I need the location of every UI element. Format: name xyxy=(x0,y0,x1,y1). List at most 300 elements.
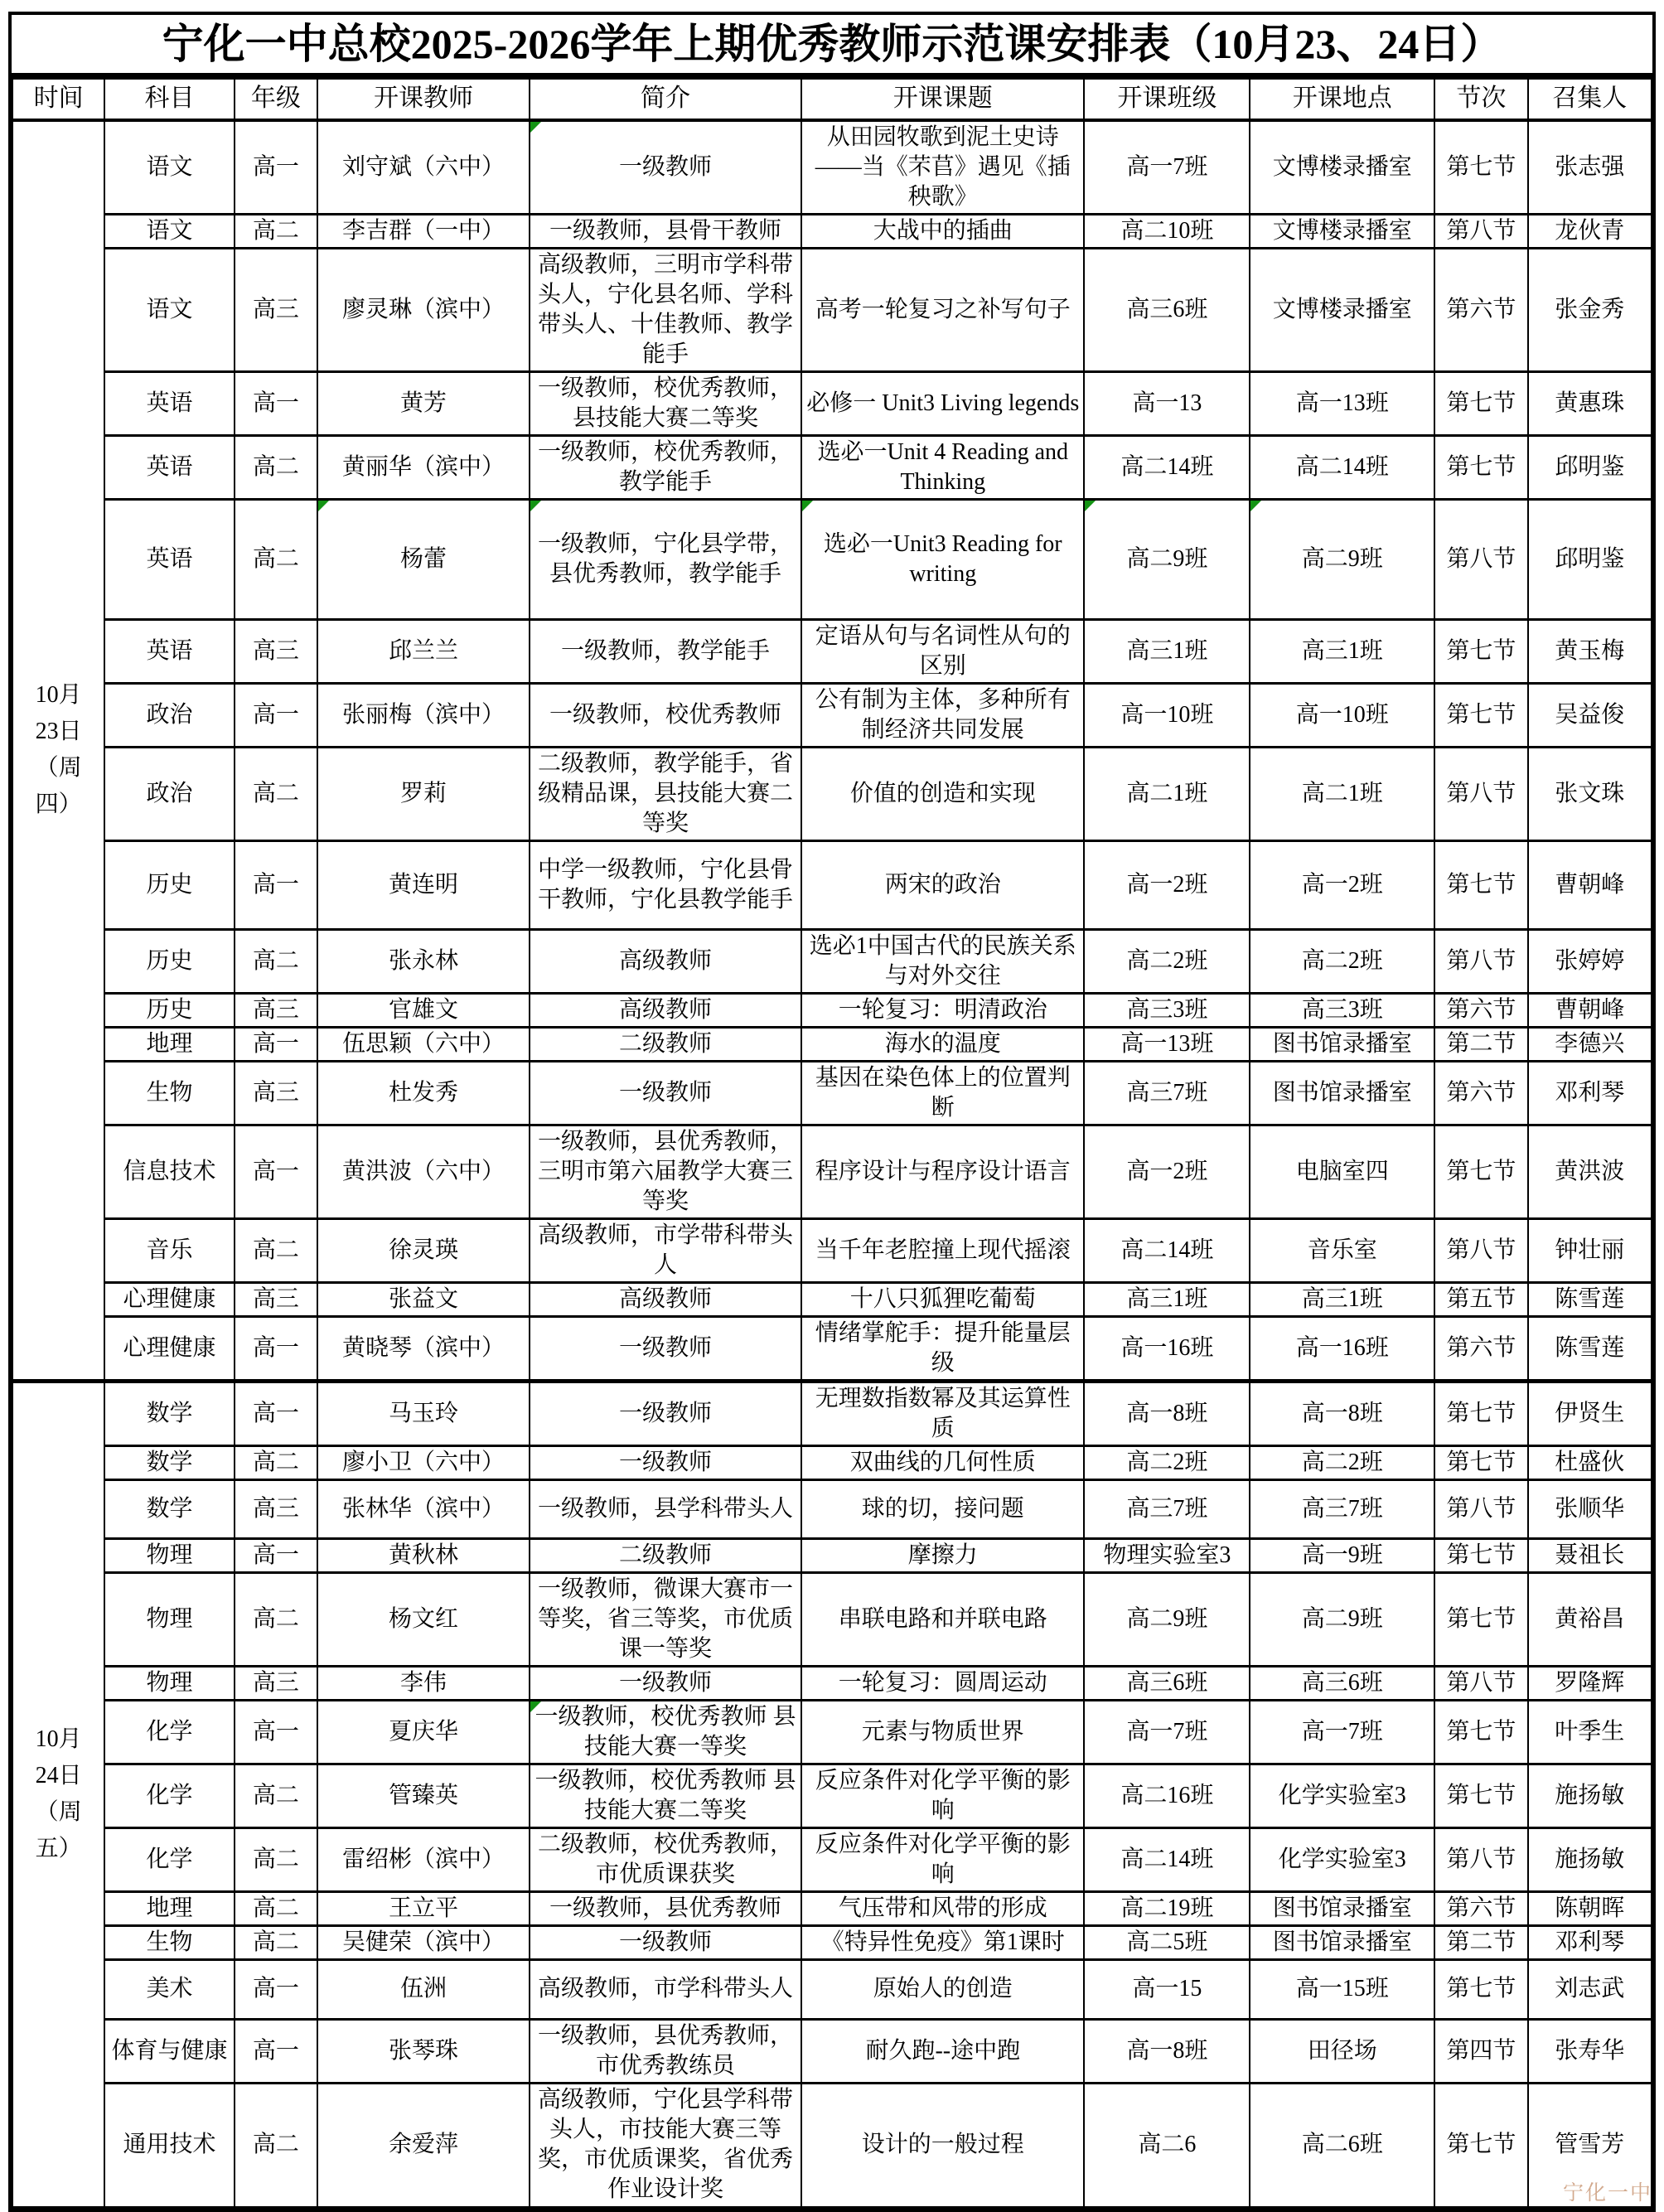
cell-subject: 语文 xyxy=(104,120,234,215)
cell-topic: 气压带和风带的形成 xyxy=(801,1891,1084,1925)
cell-convener: 施扬敏 xyxy=(1528,1764,1652,1827)
cell-grade: 高一 xyxy=(235,120,317,215)
cell-period: 第七节 xyxy=(1434,371,1527,435)
cell-teacher: 廖小卫（六中） xyxy=(317,1445,530,1479)
column-header-class: 开课班级 xyxy=(1084,79,1250,120)
time-cell: 10月24日（周五） xyxy=(12,1381,104,2207)
cell-teacher: 李吉群（一中） xyxy=(317,214,530,248)
table-row xyxy=(12,1925,1652,1959)
cell-intro: 高级教师，市学科带头人 xyxy=(530,1959,801,2019)
cell-convener: 黄裕昌 xyxy=(1528,1572,1652,1666)
table-row xyxy=(12,683,1652,747)
cell-location: 文博楼录播室 xyxy=(1250,214,1434,248)
cell-location: 高三7班 xyxy=(1250,1479,1434,1538)
cell-period: 第八节 xyxy=(1434,747,1527,840)
cell-grade: 高三 xyxy=(235,993,317,1027)
cell-convener: 陈雪莲 xyxy=(1528,1316,1652,1381)
cell-subject: 历史 xyxy=(104,929,234,993)
cell-intro: 一级教师，校优秀教师，县技能大赛二等奖 xyxy=(530,371,801,435)
cell-subject: 数学 xyxy=(104,1479,234,1538)
cell-topic: 海水的温度 xyxy=(801,1027,1084,1061)
cell-topic: 必修一 Unit3 Living legends xyxy=(801,371,1084,435)
cell-subject: 化学 xyxy=(104,1827,234,1891)
cell-grade: 高三 xyxy=(235,1061,317,1125)
cell-subject: 地理 xyxy=(104,1027,234,1061)
cell-teacher: 张林华（滨中） xyxy=(317,1479,530,1538)
cell-subject: 化学 xyxy=(104,1700,234,1764)
cell-location: 音乐室 xyxy=(1250,1218,1434,1282)
cell-grade: 高一 xyxy=(235,371,317,435)
cell-subject: 音乐 xyxy=(104,1218,234,1282)
table-body xyxy=(12,120,1652,2208)
cell-class: 高一10班 xyxy=(1084,683,1250,747)
cell-location: 高二9班 xyxy=(1250,499,1434,619)
cell-intro: 一级教师，教学能手 xyxy=(530,619,801,683)
table-row xyxy=(12,840,1652,929)
cell-topic: 一轮复习：明清政治 xyxy=(801,993,1084,1027)
cell-grade: 高一 xyxy=(235,683,317,747)
table-row xyxy=(12,1282,1652,1316)
cell-period: 第七节 xyxy=(1434,2083,1527,2207)
cell-subject: 信息技术 xyxy=(104,1125,234,1218)
cell-grade: 高二 xyxy=(235,1764,317,1827)
cell-intro: 一级教师，县学科带头人 xyxy=(530,1479,801,1538)
cell-period: 第七节 xyxy=(1434,435,1527,499)
cell-teacher: 王立平 xyxy=(317,1891,530,1925)
cell-convener: 吴益俊 xyxy=(1528,683,1652,747)
cell-teacher: 黄连明 xyxy=(317,840,530,929)
table-row xyxy=(12,1381,1652,1445)
cell-class: 高二5班 xyxy=(1084,1925,1250,1959)
cell-topic: 反应条件对化学平衡的影响 xyxy=(801,1827,1084,1891)
cell-grade: 高二 xyxy=(235,1891,317,1925)
table-row xyxy=(12,499,1652,619)
cell-period: 第八节 xyxy=(1434,214,1527,248)
cell-intro: 一级教师 xyxy=(530,1445,801,1479)
cell-topic: 程序设计与程序设计语言 xyxy=(801,1125,1084,1218)
cell-topic: 选必一Unit 4 Reading and Thinking xyxy=(801,435,1084,499)
cell-class: 高一8班 xyxy=(1084,2019,1250,2083)
cell-location: 高二14班 xyxy=(1250,435,1434,499)
table-row xyxy=(12,1572,1652,1666)
cell-subject: 体育与健康 xyxy=(104,2019,234,2083)
table-row xyxy=(12,1827,1652,1891)
cell-intro: 中学一级教师，宁化县骨干教师，宁化县教学能手 xyxy=(530,840,801,929)
table-row xyxy=(12,214,1652,248)
cell-convener: 张寿华 xyxy=(1528,2019,1652,2083)
table-row xyxy=(12,1666,1652,1700)
cell-subject: 英语 xyxy=(104,435,234,499)
cell-class: 高三7班 xyxy=(1084,1061,1250,1125)
table-row xyxy=(12,1445,1652,1479)
cell-intro: 一级教师，县优秀教师，市优秀教练员 xyxy=(530,2019,801,2083)
cell-intro: 二级教师，校优秀教师，市优质课获奖 xyxy=(530,1827,801,1891)
cell-period: 第八节 xyxy=(1434,1827,1527,1891)
cell-teacher: 吴健荣（滨中） xyxy=(317,1925,530,1959)
cell-period: 第八节 xyxy=(1434,1218,1527,1282)
cell-teacher: 伍洲 xyxy=(317,1959,530,2019)
cell-period: 第八节 xyxy=(1434,499,1527,619)
cell-teacher: 雷绍彬（滨中） xyxy=(317,1827,530,1891)
cell-class: 高一7班 xyxy=(1084,120,1250,215)
cell-intro: 一级教师，县骨干教师 xyxy=(530,214,801,248)
cell-location: 高二2班 xyxy=(1250,929,1434,993)
cell-class: 高三1班 xyxy=(1084,1282,1250,1316)
cell-intro: 一级教师，县优秀教师，三明市第六届教学大赛三等奖 xyxy=(530,1125,801,1218)
cell-intro: 一级教师，校优秀教师，教学能手 xyxy=(530,435,801,499)
cell-topic: 两宋的政治 xyxy=(801,840,1084,929)
table-row xyxy=(12,1959,1652,2019)
schedule-table xyxy=(12,77,1652,2209)
cell-location: 文博楼录播室 xyxy=(1250,120,1434,215)
column-header-location: 开课地点 xyxy=(1250,79,1434,120)
cell-intro: 一级教师，校优秀教师 县技能大赛一等奖 xyxy=(530,1700,801,1764)
cell-teacher: 徐灵瑛 xyxy=(317,1218,530,1282)
table-row xyxy=(12,1125,1652,1218)
cell-teacher: 刘守斌（六中） xyxy=(317,120,530,215)
cell-class: 高一15 xyxy=(1084,1959,1250,2019)
cell-grade: 高二 xyxy=(235,1572,317,1666)
cell-location: 文博楼录播室 xyxy=(1250,248,1434,371)
cell-class: 高一8班 xyxy=(1084,1381,1250,1445)
cell-convener: 李德兴 xyxy=(1528,1027,1652,1061)
cell-subject: 语文 xyxy=(104,248,234,371)
table-row xyxy=(12,929,1652,993)
cell-period: 第七节 xyxy=(1434,1959,1527,2019)
column-header-period: 节次 xyxy=(1434,79,1527,120)
cell-location: 高一13班 xyxy=(1250,371,1434,435)
cell-topic: 双曲线的几何性质 xyxy=(801,1445,1084,1479)
cell-convener: 邱明鉴 xyxy=(1528,435,1652,499)
cell-period: 第七节 xyxy=(1434,1700,1527,1764)
cell-teacher: 杨文红 xyxy=(317,1572,530,1666)
cell-convener: 曹朝峰 xyxy=(1528,840,1652,929)
cell-teacher: 张琴珠 xyxy=(317,2019,530,2083)
cell-class: 高二14班 xyxy=(1084,1827,1250,1891)
cell-class: 高三7班 xyxy=(1084,1479,1250,1538)
cell-period: 第二节 xyxy=(1434,1925,1527,1959)
column-header-time: 时间 xyxy=(12,79,104,120)
cell-teacher: 黄秋林 xyxy=(317,1538,530,1572)
cell-convener: 刘志武 xyxy=(1528,1959,1652,2019)
cell-intro: 一级教师，县优秀教师 xyxy=(530,1891,801,1925)
cell-period: 第七节 xyxy=(1434,1125,1527,1218)
cell-convener: 张顺华 xyxy=(1528,1479,1652,1538)
cell-intro: 二级教师 xyxy=(530,1027,801,1061)
cell-period: 第六节 xyxy=(1434,1061,1527,1125)
cell-grade: 高二 xyxy=(235,1218,317,1282)
cell-location: 高三1班 xyxy=(1250,619,1434,683)
cell-teacher: 李伟 xyxy=(317,1666,530,1700)
cell-teacher: 马玉玲 xyxy=(317,1381,530,1445)
table-row xyxy=(12,1027,1652,1061)
cell-teacher: 管臻英 xyxy=(317,1764,530,1827)
cell-convener: 张婷婷 xyxy=(1528,929,1652,993)
cell-intro: 一级教师，校优秀教师 县技能大赛二等奖 xyxy=(530,1764,801,1827)
cell-location: 高一16班 xyxy=(1250,1316,1434,1381)
cell-class: 高二2班 xyxy=(1084,1445,1250,1479)
cell-grade: 高一 xyxy=(235,1700,317,1764)
cell-intro: 一级教师，微课大赛市一等奖，省三等奖，市优质课一等奖 xyxy=(530,1572,801,1666)
cell-convener: 伊贤生 xyxy=(1528,1381,1652,1445)
cell-teacher: 黄丽华（滨中） xyxy=(317,435,530,499)
cell-class: 高二14班 xyxy=(1084,435,1250,499)
cell-subject: 数学 xyxy=(104,1445,234,1479)
cell-intro: 高级教师 xyxy=(530,929,801,993)
cell-grade: 高二 xyxy=(235,499,317,619)
cell-period: 第六节 xyxy=(1434,993,1527,1027)
table-row xyxy=(12,1538,1652,1572)
cell-subject: 英语 xyxy=(104,619,234,683)
cell-teacher: 杨蕾 xyxy=(317,499,530,619)
cell-teacher: 张丽梅（滨中） xyxy=(317,683,530,747)
cell-class: 高二14班 xyxy=(1084,1218,1250,1282)
cell-period: 第七节 xyxy=(1434,619,1527,683)
cell-convener: 叶季生 xyxy=(1528,1700,1652,1764)
column-header-subject: 科目 xyxy=(104,79,234,120)
cell-topic: 定语从句与名词性从句的区别 xyxy=(801,619,1084,683)
cell-topic: 耐久跑--途中跑 xyxy=(801,2019,1084,2083)
cell-convener: 邓利琴 xyxy=(1528,1925,1652,1959)
cell-subject: 物理 xyxy=(104,1538,234,1572)
cell-subject: 历史 xyxy=(104,840,234,929)
cell-grade: 高三 xyxy=(235,1479,317,1538)
cell-grade: 高一 xyxy=(235,840,317,929)
table-row xyxy=(12,993,1652,1027)
cell-topic: 选必一Unit3 Reading for writing xyxy=(801,499,1084,619)
cell-grade: 高二 xyxy=(235,1827,317,1891)
cell-convener: 施扬敏 xyxy=(1528,1827,1652,1891)
cell-grade: 高三 xyxy=(235,619,317,683)
cell-teacher: 张益文 xyxy=(317,1282,530,1316)
cell-grade: 高一 xyxy=(235,2019,317,2083)
table-row xyxy=(12,435,1652,499)
cell-class: 高一13班 xyxy=(1084,1027,1250,1061)
cell-period: 第七节 xyxy=(1434,840,1527,929)
cell-period: 第八节 xyxy=(1434,1666,1527,1700)
cell-convener: 邓利琴 xyxy=(1528,1061,1652,1125)
cell-subject: 英语 xyxy=(104,499,234,619)
cell-class: 物理实验室3 xyxy=(1084,1538,1250,1572)
cell-period: 第七节 xyxy=(1434,1764,1527,1827)
table-row xyxy=(12,248,1652,371)
cell-intro: 一级教师 xyxy=(530,1316,801,1381)
cell-location: 田径场 xyxy=(1250,2019,1434,2083)
cell-period: 第七节 xyxy=(1434,683,1527,747)
cell-period: 第四节 xyxy=(1434,2019,1527,2083)
cell-intro: 二级教师 xyxy=(530,1538,801,1572)
cell-grade: 高二 xyxy=(235,2083,317,2207)
table-row xyxy=(12,1316,1652,1381)
cell-intro: 一级教师 xyxy=(530,1666,801,1700)
cell-teacher: 杜发秀 xyxy=(317,1061,530,1125)
cell-intro: 高级教师，市学带科带头人 xyxy=(530,1218,801,1282)
cell-location: 高二1班 xyxy=(1250,747,1434,840)
cell-location: 高一2班 xyxy=(1250,840,1434,929)
table-row xyxy=(12,1479,1652,1538)
cell-convener: 陈雪莲 xyxy=(1528,1282,1652,1316)
cell-grade: 高二 xyxy=(235,747,317,840)
cell-teacher: 余爱萍 xyxy=(317,2083,530,2207)
cell-convener: 管雪芳 xyxy=(1528,2083,1652,2207)
cell-topic: 高考一轮复习之补写句子 xyxy=(801,248,1084,371)
cell-location: 高一8班 xyxy=(1250,1381,1434,1445)
time-cell: 10月23日（周四） xyxy=(12,120,104,1382)
cell-class: 高二2班 xyxy=(1084,929,1250,993)
cell-period: 第二节 xyxy=(1434,1027,1527,1061)
cell-location: 电脑室四 xyxy=(1250,1125,1434,1218)
cell-subject: 生物 xyxy=(104,1061,234,1125)
cell-grade: 高二 xyxy=(235,1925,317,1959)
cell-subject: 物理 xyxy=(104,1666,234,1700)
cell-convener: 黄洪波 xyxy=(1528,1125,1652,1218)
cell-topic: 元素与物质世界 xyxy=(801,1700,1084,1764)
cell-grade: 高二 xyxy=(235,1445,317,1479)
cell-grade: 高一 xyxy=(235,1125,317,1218)
cell-teacher: 黄晓琴（滨中） xyxy=(317,1316,530,1381)
cell-teacher: 张永林 xyxy=(317,929,530,993)
cell-period: 第五节 xyxy=(1434,1282,1527,1316)
cell-convener: 陈朝晖 xyxy=(1528,1891,1652,1925)
cell-grade: 高二 xyxy=(235,214,317,248)
cell-topic: 球的切，接问题 xyxy=(801,1479,1084,1538)
cell-subject: 通用技术 xyxy=(104,2083,234,2207)
table-row xyxy=(12,2019,1652,2083)
table-header xyxy=(12,79,1652,120)
cell-subject: 数学 xyxy=(104,1381,234,1445)
header-row xyxy=(12,79,1652,120)
table-row xyxy=(12,371,1652,435)
cell-teacher: 伍思颖（六中） xyxy=(317,1027,530,1061)
cell-grade: 高一 xyxy=(235,1027,317,1061)
cell-period: 第七节 xyxy=(1434,1381,1527,1445)
cell-topic: 选必1中国古代的民族关系与对外交往 xyxy=(801,929,1084,993)
cell-topic: 价值的创造和实现 xyxy=(801,747,1084,840)
cell-convener: 黄玉梅 xyxy=(1528,619,1652,683)
cell-class: 高二19班 xyxy=(1084,1891,1250,1925)
cell-teacher: 罗莉 xyxy=(317,747,530,840)
cell-subject: 历史 xyxy=(104,993,234,1027)
cell-topic: 串联电路和并联电路 xyxy=(801,1572,1084,1666)
cell-topic: 一轮复习：圆周运动 xyxy=(801,1666,1084,1700)
cell-class: 高一7班 xyxy=(1084,1700,1250,1764)
column-header-intro: 简介 xyxy=(530,79,801,120)
cell-teacher: 黄洪波（六中） xyxy=(317,1125,530,1218)
cell-topic: 设计的一般过程 xyxy=(801,2083,1084,2207)
cell-period: 第六节 xyxy=(1434,248,1527,371)
cell-intro: 一级教师，宁化县学带，县优秀教师，教学能手 xyxy=(530,499,801,619)
cell-intro: 高级教师，三明市学科带头人，宁化县名师、学科带头人、十佳教师、教学能手 xyxy=(530,248,801,371)
cell-convener: 曹朝峰 xyxy=(1528,993,1652,1027)
cell-subject: 英语 xyxy=(104,371,234,435)
cell-grade: 高三 xyxy=(235,248,317,371)
cell-location: 高二6班 xyxy=(1250,2083,1434,2207)
cell-class: 高三3班 xyxy=(1084,993,1250,1027)
cell-period: 第七节 xyxy=(1434,1572,1527,1666)
cell-class: 高一13 xyxy=(1084,371,1250,435)
cell-topic: 反应条件对化学平衡的影响 xyxy=(801,1764,1084,1827)
table-row xyxy=(12,619,1652,683)
cell-topic: 原始人的创造 xyxy=(801,1959,1084,2019)
cell-grade: 高三 xyxy=(235,1282,317,1316)
cell-period: 第六节 xyxy=(1434,1891,1527,1925)
cell-location: 化学实验室3 xyxy=(1250,1764,1434,1827)
cell-topic: 大战中的插曲 xyxy=(801,214,1084,248)
cell-period: 第七节 xyxy=(1434,1445,1527,1479)
cell-class: 高二1班 xyxy=(1084,747,1250,840)
cell-convener: 张金秀 xyxy=(1528,248,1652,371)
cell-grade: 高一 xyxy=(235,1381,317,1445)
cell-teacher: 黄芳 xyxy=(317,371,530,435)
cell-grade: 高二 xyxy=(235,435,317,499)
cell-class: 高二10班 xyxy=(1084,214,1250,248)
cell-convener: 聂祖长 xyxy=(1528,1538,1652,1572)
cell-class: 高二6 xyxy=(1084,2083,1250,2207)
cell-class: 高一2班 xyxy=(1084,840,1250,929)
table-row xyxy=(12,2083,1652,2207)
cell-class: 高三6班 xyxy=(1084,1666,1250,1700)
table-row xyxy=(12,1061,1652,1125)
column-header-grade: 年级 xyxy=(235,79,317,120)
cell-location: 高三3班 xyxy=(1250,993,1434,1027)
cell-period: 第七节 xyxy=(1434,1538,1527,1572)
cell-class: 高二9班 xyxy=(1084,499,1250,619)
table-row xyxy=(12,747,1652,840)
cell-teacher: 夏庆华 xyxy=(317,1700,530,1764)
cell-location: 高三1班 xyxy=(1250,1282,1434,1316)
cell-topic: 公有制为主体，多种所有制经济共同发展 xyxy=(801,683,1084,747)
cell-period: 第六节 xyxy=(1434,1316,1527,1381)
cell-topic: 《特异性免疫》第1课时 xyxy=(801,1925,1084,1959)
cell-subject: 生物 xyxy=(104,1925,234,1959)
table-row xyxy=(12,1700,1652,1764)
cell-location: 图书馆录播室 xyxy=(1250,1027,1434,1061)
cell-subject: 语文 xyxy=(104,214,234,248)
cell-convener: 黄惠珠 xyxy=(1528,371,1652,435)
cell-class: 高二9班 xyxy=(1084,1572,1250,1666)
cell-period: 第八节 xyxy=(1434,1479,1527,1538)
cell-location: 高一10班 xyxy=(1250,683,1434,747)
cell-location: 化学实验室3 xyxy=(1250,1827,1434,1891)
cell-subject: 物理 xyxy=(104,1572,234,1666)
cell-subject: 政治 xyxy=(104,747,234,840)
cell-location: 高二2班 xyxy=(1250,1445,1434,1479)
cell-topic: 十八只狐狸吃葡萄 xyxy=(801,1282,1084,1316)
cell-subject: 政治 xyxy=(104,683,234,747)
cell-intro: 高级教师 xyxy=(530,1282,801,1316)
cell-topic: 摩擦力 xyxy=(801,1538,1084,1572)
cell-convener: 罗隆辉 xyxy=(1528,1666,1652,1700)
cell-period: 第八节 xyxy=(1434,929,1527,993)
cell-grade: 高一 xyxy=(235,1538,317,1572)
cell-class: 高三6班 xyxy=(1084,248,1250,371)
cell-location: 高三6班 xyxy=(1250,1666,1434,1700)
cell-class: 高一2班 xyxy=(1084,1125,1250,1218)
cell-convener: 张文珠 xyxy=(1528,747,1652,840)
cell-location: 高一15班 xyxy=(1250,1959,1434,2019)
cell-teacher: 邱兰兰 xyxy=(317,619,530,683)
cell-teacher: 廖灵琳（滨中） xyxy=(317,248,530,371)
cell-topic: 从田园牧歌到泥土史诗——当《芣苢》遇见《插秧歌》 xyxy=(801,120,1084,215)
cell-class: 高三1班 xyxy=(1084,619,1250,683)
cell-intro: 高级教师，宁化县学科带头人，市技能大赛三等奖，市优质课奖，省优秀作业设计奖 xyxy=(530,2083,801,2207)
page-title: 宁化一中总校2025-2026学年上期优秀教师示范课安排表（10月23、24日） xyxy=(12,15,1652,77)
cell-convener: 张志强 xyxy=(1528,120,1652,215)
cell-convener: 龙伙青 xyxy=(1528,214,1652,248)
cell-subject: 地理 xyxy=(104,1891,234,1925)
cell-grade: 高二 xyxy=(235,929,317,993)
cell-intro: 一级教师 xyxy=(530,120,801,215)
